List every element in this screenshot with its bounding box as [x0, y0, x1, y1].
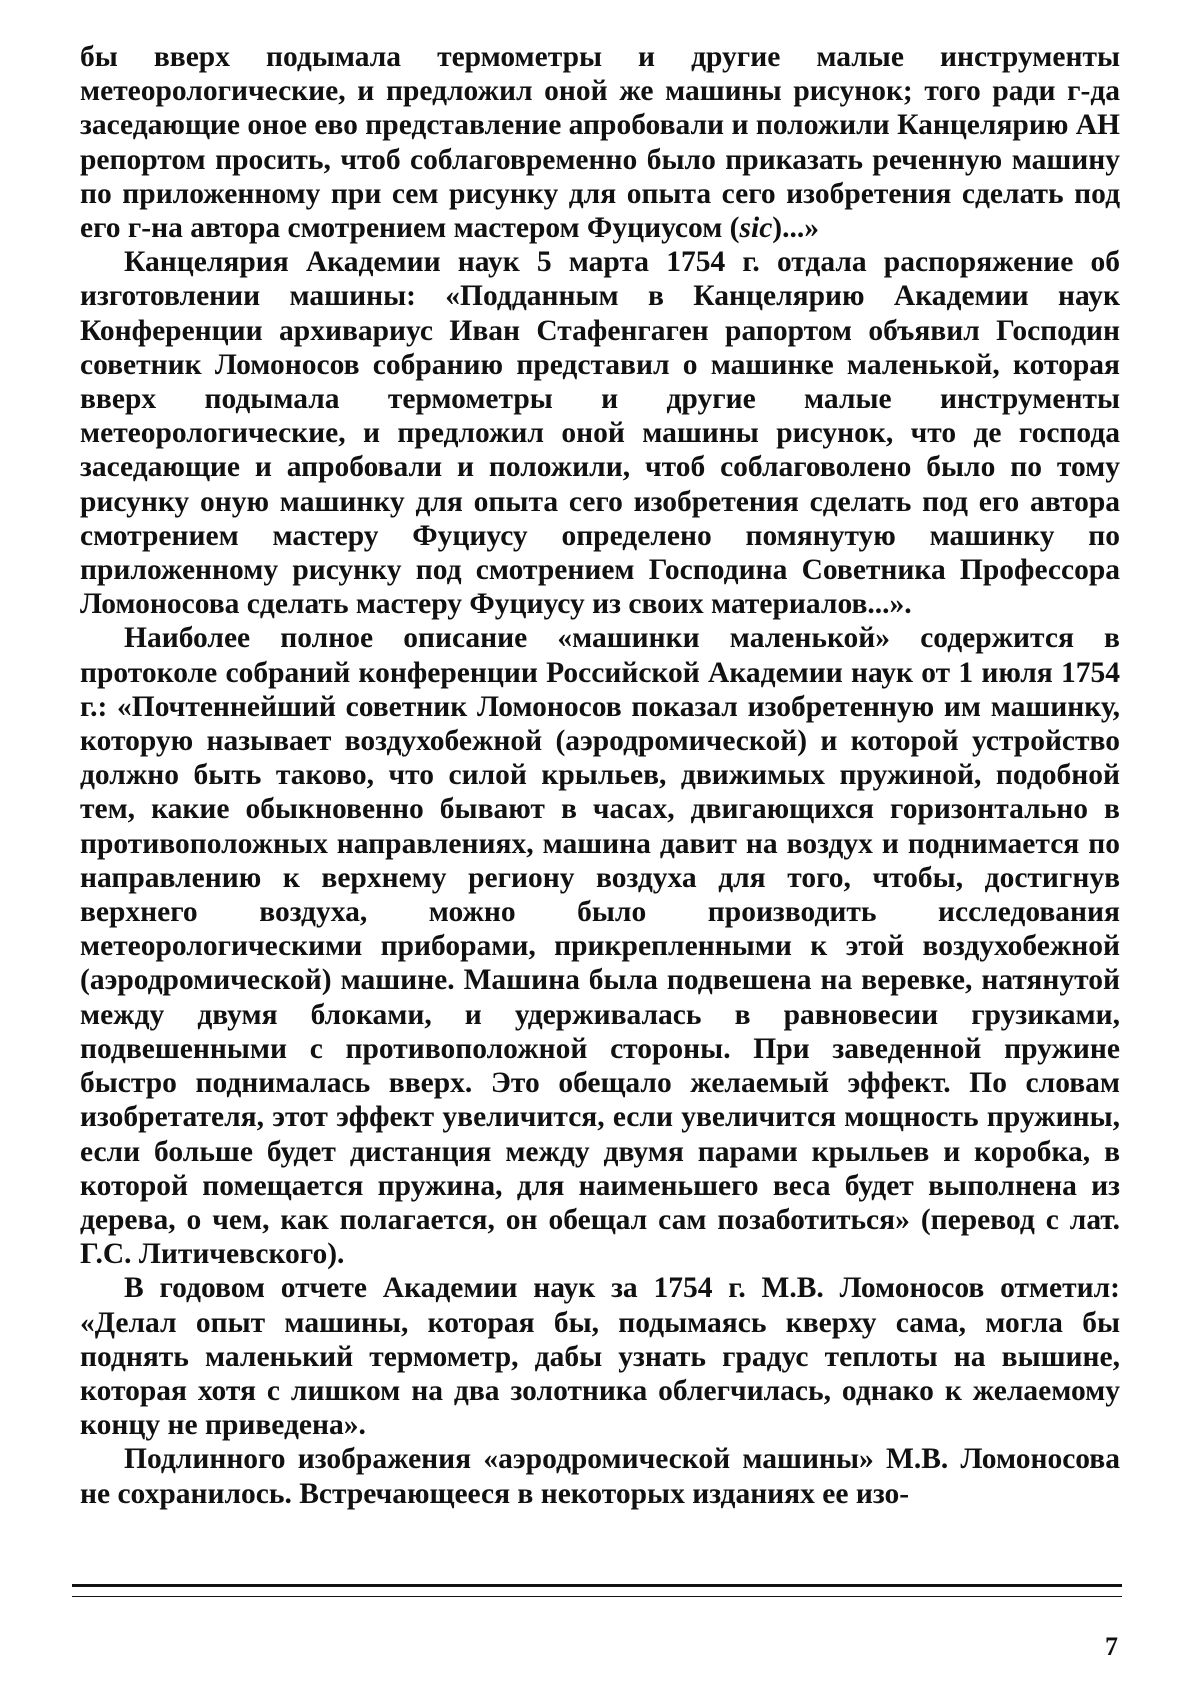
- paragraph-1: бы вверх подымала термометры и другие малые инструменты метеорологические, и предложил оной же машины рисунок; того ради г-да заседающие оное ево представление апробовали и положили Канцелярию АН репортом просить, чтоб соблаговременно было приказать реченную машину по приложенному при сем рисунку для опыта сего изобретения сделать под его г-на автора смотрением мастером Фуциусом (sic)...»: [80, 41, 1120, 245]
- body-text: [80, 40, 1120, 1511]
- sic-italic: sic: [739, 212, 773, 245]
- footer-rule-thick: [72, 1584, 1122, 1587]
- paragraph-5: Подлинного изображения «аэродромической машины» М.В. Ломоносова не сохранилось. Встречающееся в некоторых изданиях ее изо-: [80, 1443, 1120, 1510]
- page-number: 7: [1105, 1632, 1118, 1661]
- paragraph-2: Канцелярия Академии наук 5 марта 1754 г. отдала распоряжение об изготовлении машины: «Подданным в Канцелярию Академии наук Конференции архивариус Иван Стафенгаген рапортом объявил Господин советник Ломоносов собранию представил о машинке маленькой, которая вверх подымала термометры и другие малые инструменты метеорологические, и предложил оной машины рисунок, что де господа заседающие и апробовали и положили, чтоб соблаговолено было по тому рисунку оную машинку для опыта сего изобретения сделать под его автора смотрением мастеру Фуциусу определено помянутую машинку по приложенному рисунку под смотрением Господина Советника Профессора Ломоносова сделать мастеру Фуциусу из своих материалов...».: [80, 246, 1120, 621]
- footer-rule-thin: [72, 1596, 1122, 1597]
- paragraph-4: В годовом отчете Академии наук за 1754 г. М.В. Ломоносов отметил: «Делал опыт машины, которая бы, подымаясь кверху сама, могла бы поднять маленький термометр, дабы узнать градус теплоты на вышине, которая хотя с лишком на два золотника облегчилась, однако к желаемому концу не приведена».: [80, 1272, 1120, 1442]
- paragraph-3: Наиболее полное описание «машинки маленькой» содержится в протоколе собраний конференции Российской Академии наук от 1 июля 1754 г.: «Почтеннейший советник Ломоносов показал изобретенную им машинку, которую называет воздухобежной (аэродромической) и которой устройство должно быть таково, что силой крыльев, движимых пружиной, подобной тем, какие обыкновенно бывают в часах, двигающихся горизонтально в противоположных направлениях, машина давит на воздух и поднимается по направлению к верхнему региону воздуха для того, чтобы, достигнув верхнего воздуха, можно было производить исследования метеорологическими приборами, прикрепленными к этой воздухобежной (аэродромической) машине. Машина была подвешена на веревке, натянутой между двумя блоками, и удерживалась в равновесии грузиками, подвешенными с противоположной стороны. При заведенной пружине быстро поднималась вверх. Это обещало желаемый эффект. По словам изобретателя, этот эффект увеличится, если увеличится мощность пружины, если больше будет дистанция между двумя парами крыльев и коробка, в которой помещается пружина, для наименьшего веса будет выполнена из дерева, о чем, как полагается, он обещал сам позаботиться» (перевод с лат. Г.С. Литичевского).: [80, 622, 1120, 1271]
